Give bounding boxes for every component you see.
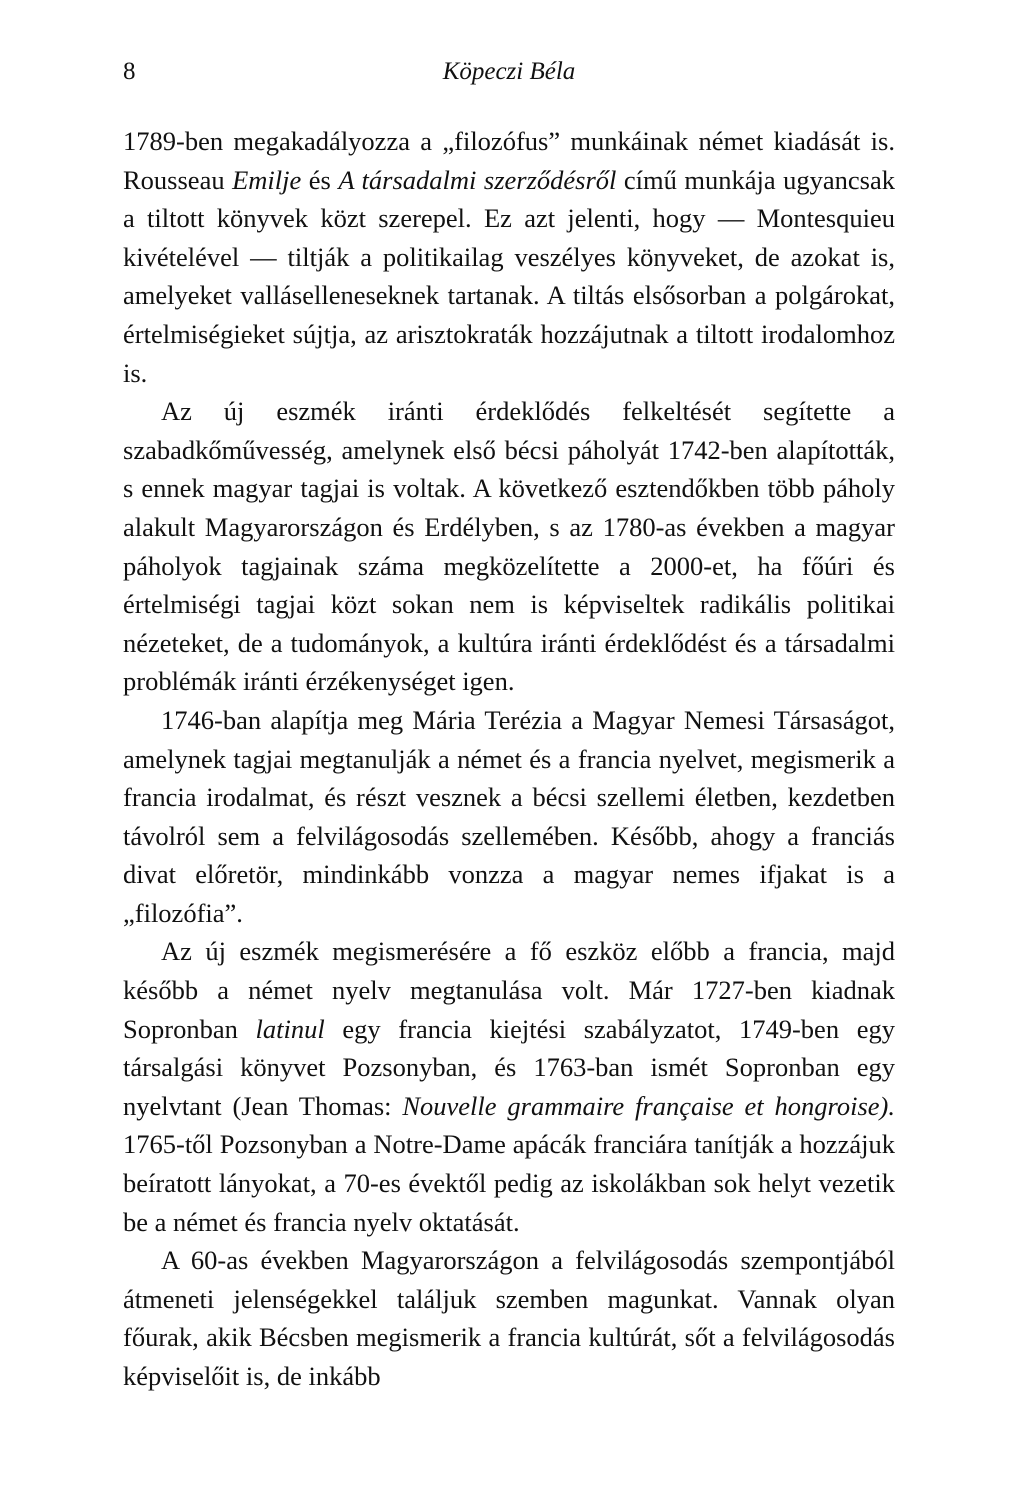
paragraph xyxy=(123,1241,895,1395)
text-run: és xyxy=(301,164,339,195)
running-head: Köpeczi Béla xyxy=(442,58,576,85)
page-header xyxy=(123,58,895,98)
text-run: Az új eszmék iránti érdeklődés felkeltését segítette a szabadkőművesség, amelynek első bécsi páholyát 1742-ben alapították, s ennek magyar tagjai is voltak. A következő esztendőkben több páholy alakult Magyarországon és Erdélyben, s az 1780-as években a magyar páholyok tagjainak száma megközelítette a 2000-et, ha főúri és értelmiségi tagjai közt sokan nem is képviseltek radikális politikai nézeteket, de a tudományok, a kultúra iránti érdeklődést és a társadalmi problémák iránti érzékenységet igen. xyxy=(123,396,895,697)
paragraph xyxy=(123,701,895,933)
text-run: 1746-ban alapítja meg Mária Terézia a Magyar Nemesi Társaságot, amelynek tagjai megtanulják a német és a francia nyelvet, megismerik a francia irodalmat, és részt vesznek a bécsi szellemi életben, kezdetben távolról sem a felvilágosodás szellemében. Később, ahogy a franciás divat előretör, mindinkább vonzza a magyar nemes ifjakat is a „filozófia”. xyxy=(123,704,895,928)
body-text xyxy=(123,122,895,1396)
italic-text: Nouvelle grammaire française et hongroise). xyxy=(402,1090,895,1121)
text-run: egy francia kiejtési szabályzatot, 1749-ben egy társalgási könyvet Pozsonyban, és 1763-ban ismét Sopronban egy nyelvtant (Jean Thomas: xyxy=(123,1013,896,1121)
text-run: 1789-ben megakadályozza a „filozófus” munkáinak német kiadását is. Rousseau xyxy=(123,126,895,195)
page-number: 8 xyxy=(123,58,136,85)
paragraph xyxy=(123,392,895,701)
text-run: 1765-től Pozsonyban a Notre-Dame apácák franciára tanítják a hozzájuk beíratott lányokat, a 70-es évektől pedig az iskolákban sok helyt vezetik be a német és francia nyelv oktatását. xyxy=(123,1129,895,1237)
paragraph xyxy=(123,932,895,1241)
paragraph xyxy=(123,122,895,392)
text-run: Az új eszmék megismerésére a fő eszköz előbb a francia, majd később a német nyelv megtanulása volt. Már 1727-ben kiadnak Sopronban xyxy=(123,936,895,1044)
text-run: A 60-as években Magyarországon a felvilágosodás szempontjából átmeneti jelenségekkel találjuk szemben magunkat. Vannak olyan főurak, akik Bécsben megismerik a francia kultúrát, sőt a felvilágosodás képviselőit is, de inkább xyxy=(123,1245,895,1391)
italic-text: A társadalmi szerződésről xyxy=(338,164,617,195)
book-page xyxy=(123,58,895,1396)
italic-text: Emilje xyxy=(232,164,302,195)
italic-text: latinul xyxy=(255,1013,325,1044)
text-run: című munkája ugyancsak a tiltott könyvek közt szerepel. Ez azt jelenti, hogy — Montesquieu kivételével — tiltják a politikailag veszélyes könyveket, de azokat is, amelyeket valláselleneseknek tartanak. A tiltás elsősorban a polgárokat, értelmiségieket sújtja, az arisztokraták hozzájutnak a tiltott irodalomhoz is. xyxy=(123,164,896,388)
